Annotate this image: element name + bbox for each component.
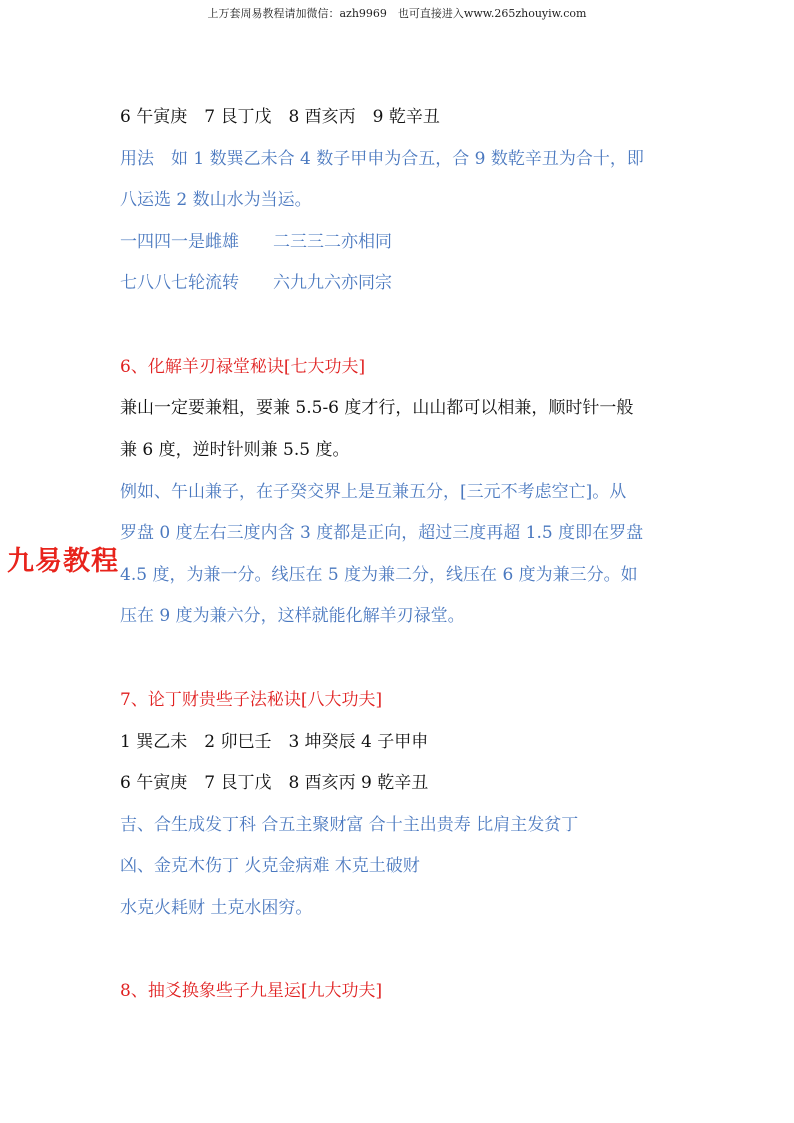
usage-note-line-1: 用法 如 1 数巽乙未合 4 数子甲申为合五，合 9 数乾辛丑为合十，即 xyxy=(120,149,644,169)
section-7-auspicious-line: 吉、合生成发丁科 合五主聚财富 合十主出贵寿 比肩主发贫丁 xyxy=(120,815,579,835)
section-7-inauspicious-line-2: 水克火耗财 土克水困穷。 xyxy=(120,898,313,918)
section-6-example-line-3: 4.5 度，为兼一分。线压在 5 度为兼二分，线压在 6 度为兼三分。如 xyxy=(120,565,638,585)
section-6-example-line-1: 例如、午山兼子，在子癸交界上是互兼五分，[三元不考虑空亡]。从 xyxy=(120,482,627,502)
section-6-heading: 6、化解羊刃禄堂秘诀[七大功夫] xyxy=(120,357,366,377)
section-7-inauspicious-line-1: 凶、金克木伤丁 火克金病难 木克土破财 xyxy=(120,856,420,876)
section-6-example-line-4: 压在 9 度为兼六分，这样就能化解羊刃禄堂。 xyxy=(120,606,465,626)
section-6-paragraph-line-2: 兼 6 度，逆时针则兼 5.5 度。 xyxy=(120,440,350,460)
section-7-numbers-row-1: 1 巽乙未 2 卯巳壬 3 坤癸辰 4 子甲申 xyxy=(120,732,429,752)
usage-note-line-2: 八运选 2 数山水为当运。 xyxy=(120,190,312,210)
page-header: 上万套周易教程请加微信：azh9969 也可直接进入www.265zhouyiw.com xyxy=(207,7,587,20)
section-8-heading: 8、抽爻换象些子九星运[九大功夫] xyxy=(120,981,383,1001)
number-palace-row-2: 6 午寅庚 7 艮丁戊 8 酉亥丙 9 乾辛丑 xyxy=(120,107,440,127)
section-6-example-line-2: 罗盘 0 度左右三度内含 3 度都是正向，超过三度再超 1.5 度即在罗盘 xyxy=(120,523,644,543)
watermark-logo: 九易教程 xyxy=(7,546,119,577)
section-6-paragraph-line-1: 兼山一定要兼粗，要兼 5.5-6 度才行，山山都可以相兼，顺时针一般 xyxy=(120,398,634,418)
verse-line-2: 七八八七轮流转 六九九六亦同宗 xyxy=(120,273,392,293)
section-7-heading: 7、论丁财贵些子法秘诀[八大功夫] xyxy=(120,690,383,710)
verse-line-1: 一四四一是雌雄 二三三二亦相同 xyxy=(120,232,392,252)
section-7-numbers-row-2: 6 午寅庚 7 艮丁戊 8 酉亥丙 9 乾辛丑 xyxy=(120,773,429,793)
